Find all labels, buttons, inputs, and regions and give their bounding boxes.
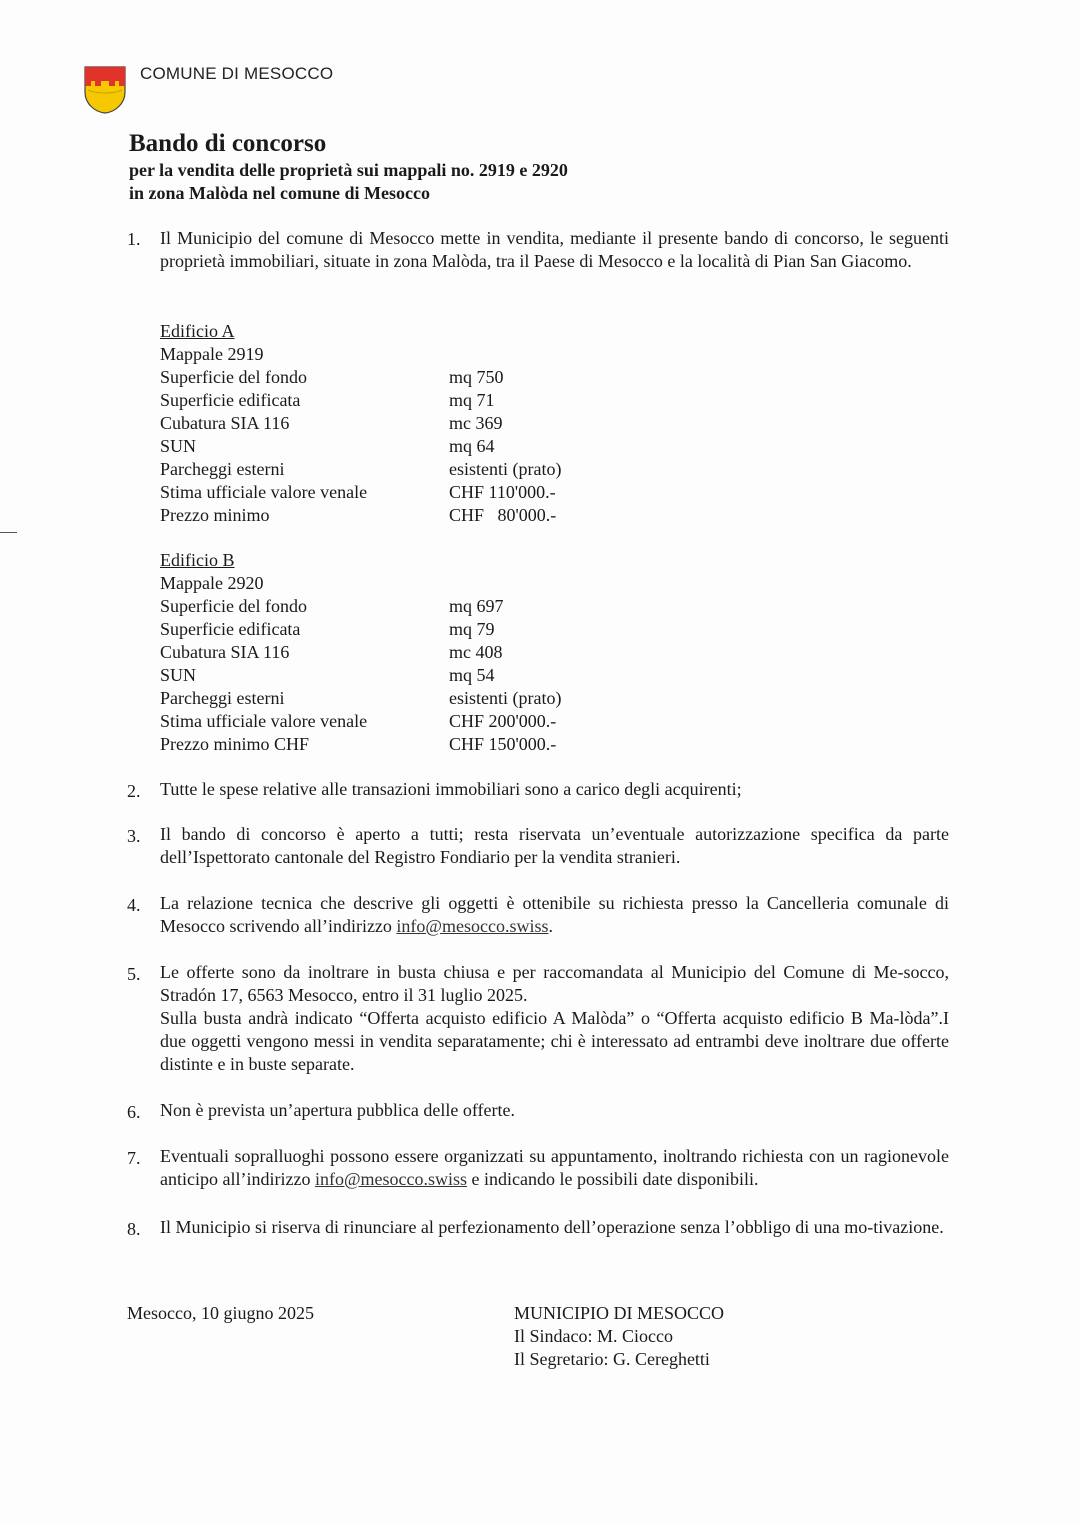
building-b-row xyxy=(160,711,556,732)
row-label: Superficie edificata xyxy=(160,619,301,639)
item-7-text-after: e indicando le possibili date disponibili. xyxy=(467,1169,759,1189)
margin-mark xyxy=(0,532,17,533)
row-value: mq 697 xyxy=(449,596,504,616)
item-8-text: Il Municipio si riserva di rinunciare al perfezionamento dell’operazione senza l’obbligo di una mo-tivazione. xyxy=(160,1217,944,1237)
row-value: mq 79 xyxy=(449,619,495,639)
building-a-row xyxy=(160,482,556,503)
building-b-row xyxy=(160,596,504,617)
item-number: 3. xyxy=(127,826,141,846)
header-municipality: COMUNE DI MESOCCO xyxy=(140,64,334,83)
item-number: 1. xyxy=(127,229,141,249)
secretary-signature: Il Segretario: G. Cereghetti xyxy=(514,1349,710,1369)
row-value: CHF 80'000.- xyxy=(449,505,557,525)
building-b-heading: Edificio B xyxy=(160,550,235,570)
row-label: Superficie del fondo xyxy=(160,367,307,387)
building-a-row xyxy=(160,459,561,480)
row-label: Superficie edificata xyxy=(160,390,301,410)
item-number: 2. xyxy=(127,781,141,801)
row-label: Prezzo minimo xyxy=(160,505,270,525)
item-4-text-after: . xyxy=(548,916,553,936)
building-a-row xyxy=(160,436,495,457)
row-label: Parcheggi esterni xyxy=(160,688,285,708)
row-value: mc 369 xyxy=(449,413,503,433)
row-value: mq 71 xyxy=(449,390,495,410)
item-3-text: Il bando di concorso è aperto a tutti; resta riservata un’eventuale autorizzazione specifica da parte dell’Ispettorato cantonale del Registro Fondiario per la vendita stranieri. xyxy=(160,824,949,867)
row-value: CHF 110'000.- xyxy=(449,482,556,502)
row-value: mq 54 xyxy=(449,665,495,685)
item-4-text xyxy=(160,892,949,938)
row-value: mq 64 xyxy=(449,436,495,456)
row-value: esistenti (prato) xyxy=(449,459,562,479)
building-a-parcel: Mappale 2919 xyxy=(160,344,264,364)
building-a-row xyxy=(160,505,556,526)
building-b-row xyxy=(160,619,495,640)
building-a-row xyxy=(160,390,495,411)
building-a-row xyxy=(160,367,504,388)
building-b-parcel: Mappale 2920 xyxy=(160,573,264,593)
row-value: mc 408 xyxy=(449,642,503,662)
item-number: 8. xyxy=(127,1219,141,1239)
row-label: Parcheggi esterni xyxy=(160,459,285,479)
place-date: Mesocco, 10 giugno 2025 xyxy=(127,1303,314,1323)
email-link[interactable]: info@mesocco.swiss xyxy=(314,1169,468,1189)
row-label: Stima ufficiale valore venale xyxy=(160,482,368,502)
row-label: SUN xyxy=(160,665,197,685)
item-number: 5. xyxy=(127,964,141,984)
row-label: Stima ufficiale valore venale xyxy=(160,711,368,731)
item-number: 6. xyxy=(127,1102,141,1122)
building-a-heading: Edificio A xyxy=(160,321,235,341)
item-7-text-before: Eventuali sopralluoghi possono essere organizzati su appuntamento, inoltrando richiesta con un ragionevole anticipo all’indirizzo xyxy=(160,1146,949,1189)
building-b-row xyxy=(160,688,561,709)
document-title: Bando di concorso xyxy=(129,130,327,157)
authority-name: MUNICIPIO DI MESOCCO xyxy=(514,1303,725,1323)
mayor-signature: Il Sindaco: M. Ciocco xyxy=(514,1326,673,1346)
item-4-text-before: La relazione tecnica che descrive gli oggetti è ottenibile su richiesta presso la Cancelleria comunale di Mesocco scrivendo all’indirizzo xyxy=(160,893,949,936)
building-a-row xyxy=(160,413,503,434)
item-5-text-2: Sulla busta andrà indicato “Offerta acquisto edificio A Malòda” o “Offerta acquisto edificio B Ma-lòda”.I due oggetti vengono messi in vendita separatamente; chi è interessato ad entrambi deve inoltrare due offerte distinte e in buste separate. xyxy=(160,1008,949,1074)
building-b-row xyxy=(160,665,495,686)
row-value: mq 750 xyxy=(449,367,504,387)
row-label: Prezzo minimo CHF xyxy=(160,734,309,754)
row-label: Superficie del fondo xyxy=(160,596,307,616)
item-1-text: Il Municipio del comune di Mesocco mette in vendita, mediante il presente bando di concorso, le seguenti proprietà immobiliari, situate in zona Malòda, tra il Paese di Mesocco e la località di Pian San Giacomo. xyxy=(160,228,949,271)
item-number: 7. xyxy=(127,1148,141,1168)
item-2-text: Tutte le spese relative alle transazioni immobiliari sono a carico degli acquirenti; xyxy=(160,779,742,799)
row-value: esistenti (prato) xyxy=(449,688,562,708)
row-value: CHF 150'000.- xyxy=(449,734,557,754)
item-number: 4. xyxy=(127,895,141,915)
row-label: Cubatura SIA 116 xyxy=(160,413,290,433)
item-7-text xyxy=(160,1145,949,1191)
row-value: CHF 200'000.- xyxy=(449,711,557,731)
document-subtitle-line-1: per la vendita delle proprietà sui mappali no. 2919 e 2920 xyxy=(129,160,568,180)
building-b-row xyxy=(160,734,556,755)
item-5-text: Le offerte sono da inoltrare in busta chiusa e per raccomandata al Municipio del Comune di Me-socco, Stradón 17, 6563 Mesocco, entro il 31 luglio 2025. xyxy=(160,962,949,1005)
document-subtitle-line-2: in zona Malòda nel comune di Mesocco xyxy=(129,183,430,203)
item-6-text: Non è prevista un’apertura pubblica delle offerte. xyxy=(160,1100,516,1120)
row-label: Cubatura SIA 116 xyxy=(160,642,290,662)
building-b-row xyxy=(160,642,503,663)
row-label: SUN xyxy=(160,436,197,456)
email-link[interactable]: info@mesocco.swiss xyxy=(396,916,549,936)
coat-of-arms-icon xyxy=(84,64,126,114)
